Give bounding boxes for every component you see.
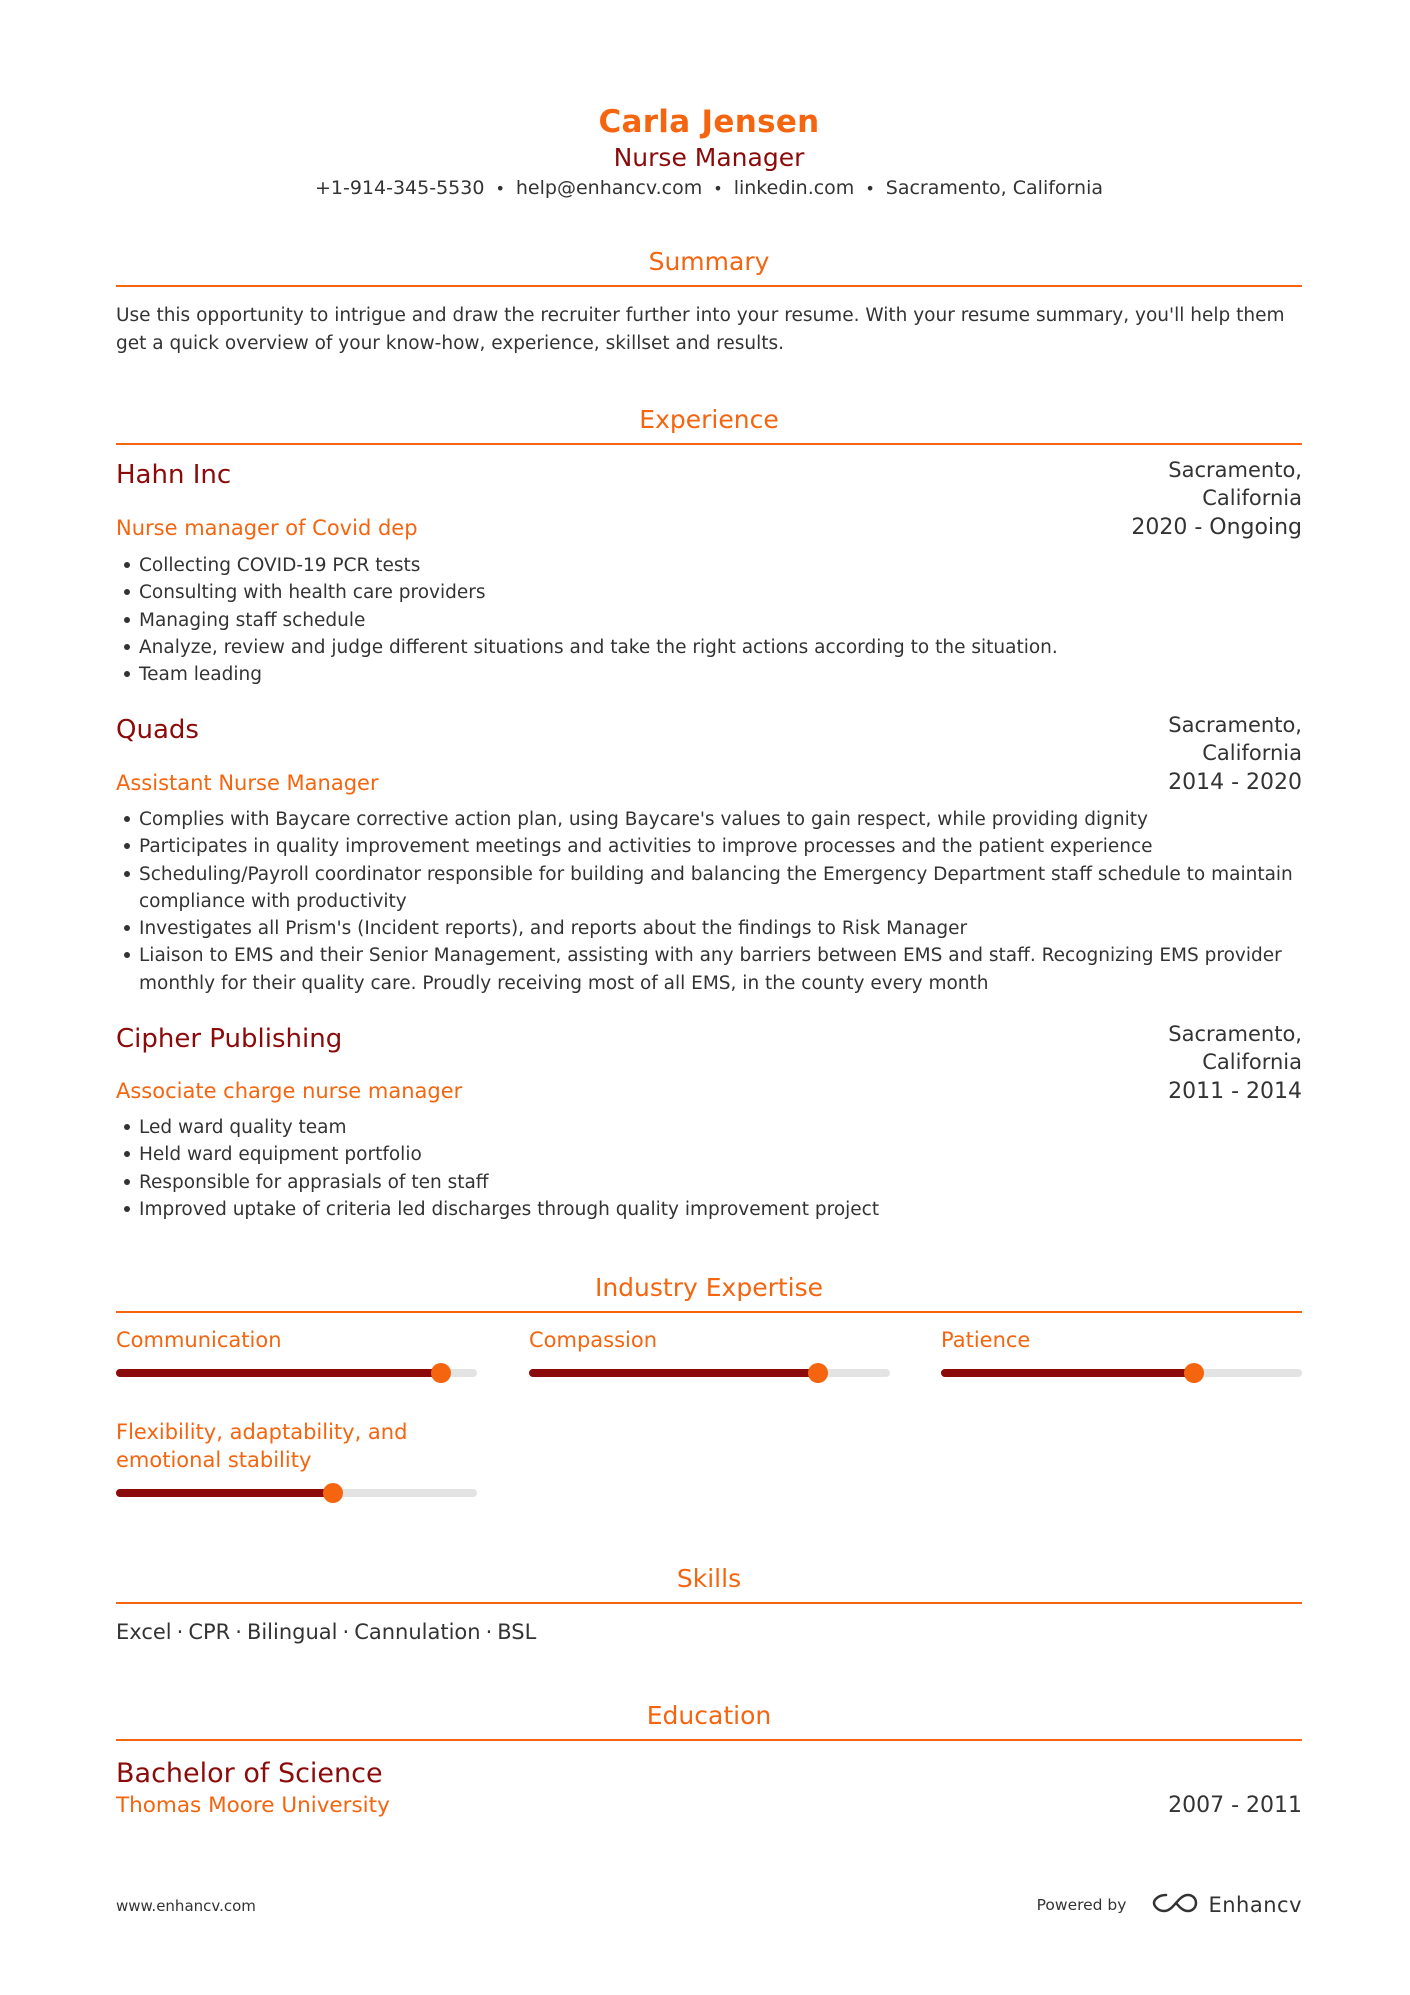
job-bullet: Participates in quality improvement meetings and activities to improve processes and the patient experience	[116, 833, 1302, 860]
expertise-label: Flexibility, adaptability, and emotional stability	[116, 1420, 408, 1472]
job-bullet: Held ward equipment portfolio	[116, 1141, 1302, 1168]
expertise-label: Patience	[941, 1328, 1031, 1352]
skill-item: Bilingual	[246, 1620, 338, 1644]
job-company: Cipher Publishing	[116, 1024, 343, 1054]
powered-by-label: Powered by	[1036, 1896, 1127, 1914]
expertise-item	[116, 1418, 436, 1474]
expertise-bar-fill	[529, 1369, 818, 1377]
skill-item: BSL	[497, 1620, 537, 1644]
job-dates: 2020 - Ongoing	[1131, 515, 1302, 540]
expertise-bar-knob	[808, 1363, 828, 1383]
job-location: Sacramento, California	[1168, 458, 1302, 510]
skill-item: CPR	[188, 1620, 231, 1644]
expertise-bar-fill	[941, 1369, 1194, 1377]
skill-item: Cannulation	[354, 1620, 481, 1644]
experience-heading: Experience	[639, 405, 779, 434]
enhancv-logo-icon	[1152, 1891, 1198, 1919]
job-dates: 2011 - 2014	[1168, 1079, 1302, 1104]
expertise-bar	[941, 1369, 1302, 1377]
job-role: Associate charge nurse manager	[116, 1079, 463, 1103]
contact-line	[116, 177, 1302, 199]
expertise-bar	[116, 1369, 477, 1377]
job-bullet: Consulting with health care providers	[116, 579, 1302, 606]
job-bullets	[116, 806, 1302, 997]
job-bullet: Investigates all Prism's (Incident reports), and reports about the findings to Risk Manager	[116, 915, 1302, 942]
expertise-item	[941, 1326, 1302, 1354]
summary-divider	[116, 285, 1302, 287]
job-bullet: Complies with Baycare corrective action plan, using Baycare's values to gain respect, while providing dignity	[116, 806, 1302, 833]
job-location: Sacramento, California	[1168, 713, 1302, 765]
education-heading: Education	[646, 1701, 772, 1730]
job-bullet: Collecting COVID-19 PCR tests	[116, 552, 1302, 579]
job-bullets	[116, 1114, 1302, 1223]
expertise-label: Communication	[116, 1328, 282, 1352]
skills-list: Excel · CPR · Bilingual · Cannulation · BSL	[116, 1620, 537, 1644]
experience-divider	[116, 443, 1302, 445]
job-company: Quads	[116, 715, 199, 745]
skills-divider	[116, 1602, 1302, 1604]
expertise-bar-fill	[116, 1369, 441, 1377]
job-role: Nurse manager of Covid dep	[116, 516, 418, 540]
expertise-bar-knob	[323, 1483, 343, 1503]
contact-location: Sacramento, California	[885, 177, 1103, 199]
contact-phone: +1-914-345-5530	[314, 177, 485, 199]
job-dates: 2014 - 2020	[1168, 770, 1302, 795]
summary-heading: Summary	[648, 247, 770, 276]
separator-dot: •	[495, 179, 505, 198]
expertise-heading: Industry Expertise	[594, 1273, 824, 1302]
expertise-item	[529, 1326, 890, 1354]
expertise-bar	[529, 1369, 890, 1377]
brand-name: Enhancv	[1208, 1893, 1302, 1917]
separator-dot: •	[713, 179, 723, 198]
job-bullet: Improved uptake of criteria led discharges through quality improvement project	[116, 1196, 1302, 1223]
separator-dot: •	[865, 179, 875, 198]
job-bullet: Led ward quality team	[116, 1114, 1302, 1141]
skills-heading: Skills	[676, 1564, 742, 1593]
expertise-divider	[116, 1311, 1302, 1313]
job-location: Sacramento, California	[1168, 1022, 1302, 1074]
candidate-name: Carla Jensen	[598, 104, 820, 140]
job-bullet: Responsible for apprasials of ten staff	[116, 1169, 1302, 1196]
contact-email[interactable]: help@enhancv.com	[515, 177, 703, 199]
job-bullet: Managing staff schedule	[116, 607, 1302, 634]
footer-brand	[1037, 1891, 1302, 1919]
job-role: Assistant Nurse Manager	[116, 771, 379, 795]
education-degree: Bachelor of Science	[116, 1758, 383, 1789]
job-bullet: Scheduling/Payroll coordinator responsible for building and balancing the Emergency Department staff schedule to maintain compliance with productivity	[116, 861, 1302, 916]
education-dates: 2007 - 2011	[1168, 1793, 1302, 1818]
expertise-label: Compassion	[529, 1328, 658, 1352]
expertise-item	[116, 1326, 477, 1354]
job-bullet: Liaison to EMS and their Senior Management, assisting with any barriers between EMS and staff. Recognizing EMS provider monthly for their quality care. Proudly receiving most of all EMS, in the county every month	[116, 942, 1302, 997]
job-company: Hahn Inc	[116, 460, 232, 490]
job-bullets	[116, 552, 1302, 688]
education-school: Thomas Moore University	[116, 1793, 390, 1818]
footer-url[interactable]: www.enhancv.com	[116, 1897, 256, 1915]
expertise-bar	[116, 1489, 477, 1497]
expertise-bar-knob	[431, 1363, 451, 1383]
contact-linkedin[interactable]: linkedin.com	[733, 177, 855, 199]
expertise-bar-fill	[116, 1489, 333, 1497]
skill-item: Excel	[116, 1620, 172, 1644]
candidate-title: Nurse Manager	[613, 143, 805, 172]
job-bullet: Team leading	[116, 661, 1302, 688]
education-divider	[116, 1739, 1302, 1741]
expertise-bar-knob	[1184, 1363, 1204, 1383]
summary-text: Use this opportunity to intrigue and draw the recruiter further into your resume. With your resume summary, you'll help them get a quick overview of your know-how, experience, skillset and results.	[116, 305, 1285, 354]
job-bullet: Analyze, review and judge different situations and take the right actions according to the situation.	[116, 634, 1302, 661]
